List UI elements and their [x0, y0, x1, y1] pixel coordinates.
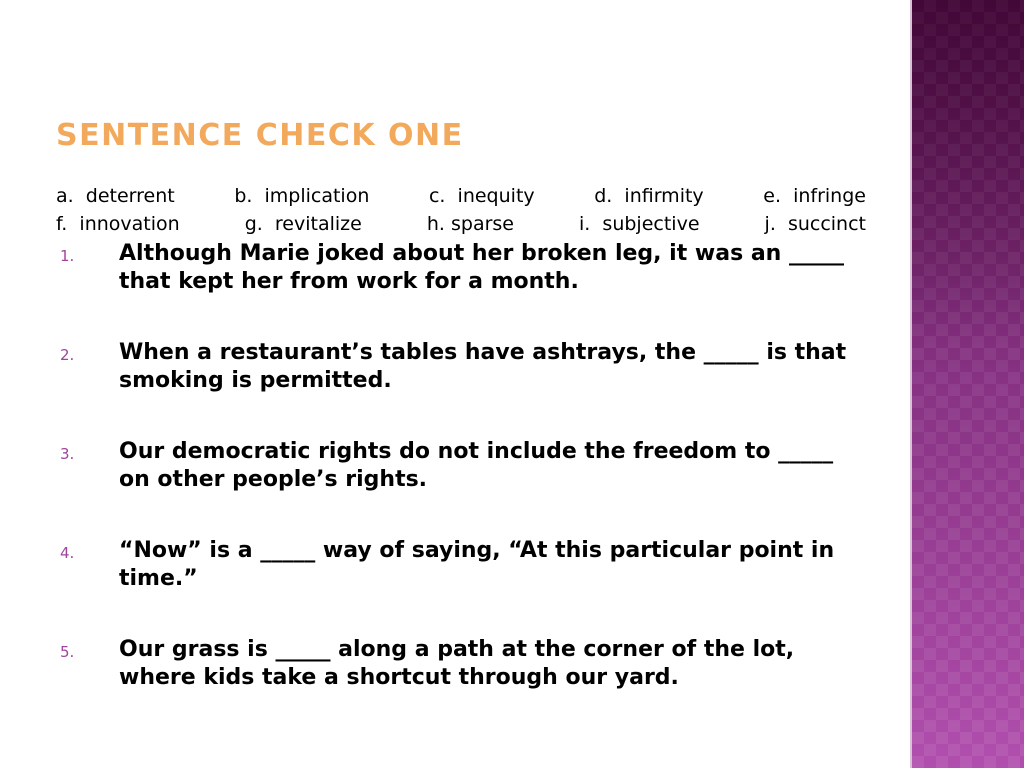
- question-number: 1.: [60, 247, 75, 265]
- word-bank-item: g. revitalize: [244, 213, 362, 235]
- word-bank-item: f. innovation: [56, 213, 180, 235]
- question-text: Our grass is _____ along a path at the corner of the lot, where kids take a shortcut through our yard.: [119, 637, 795, 690]
- question-number: 2.: [60, 346, 75, 364]
- question-number: 3.: [60, 445, 75, 463]
- question-text: Our democratic rights do not include the freedom to _____ on other people’s rights.: [119, 439, 834, 492]
- word-bank-row-2: [56, 211, 866, 239]
- side-decorative-band: [912, 0, 1024, 768]
- slide-title: [56, 118, 464, 153]
- question-number: 4.: [60, 544, 75, 562]
- word-bank-row-1: [56, 183, 866, 211]
- word-bank: [56, 183, 866, 239]
- question-text: “Now” is a _____ way of saying, “At this particular point in time.”: [119, 538, 835, 591]
- question-item: [60, 240, 860, 296]
- word-bank-item: b. implication: [234, 185, 370, 207]
- word-bank-item: j. succinct: [764, 213, 866, 235]
- question-item: [60, 636, 860, 692]
- question-number: 5.: [60, 643, 75, 661]
- word-bank-item: h. sparse: [426, 213, 514, 235]
- slide-title-text: SENTENCE CHECK ONE: [56, 118, 464, 153]
- word-bank-item: e. infringe: [763, 185, 866, 207]
- question-text: Although Marie joked about her broken leg, it was an _____ that kept her from work for a month.: [119, 241, 844, 294]
- word-bank-item: a. deterrent: [56, 185, 175, 207]
- question-text: When a restaurant’s tables have ashtrays, the _____ is that smoking is permitted.: [119, 340, 847, 393]
- question-item: [60, 438, 860, 494]
- word-bank-item: c. inequity: [428, 185, 535, 207]
- question-item: [60, 339, 860, 395]
- word-bank-item: d. infirmity: [594, 185, 704, 207]
- question-item: [60, 537, 860, 593]
- word-bank-item: i. subjective: [579, 213, 700, 235]
- question-list: [60, 240, 860, 735]
